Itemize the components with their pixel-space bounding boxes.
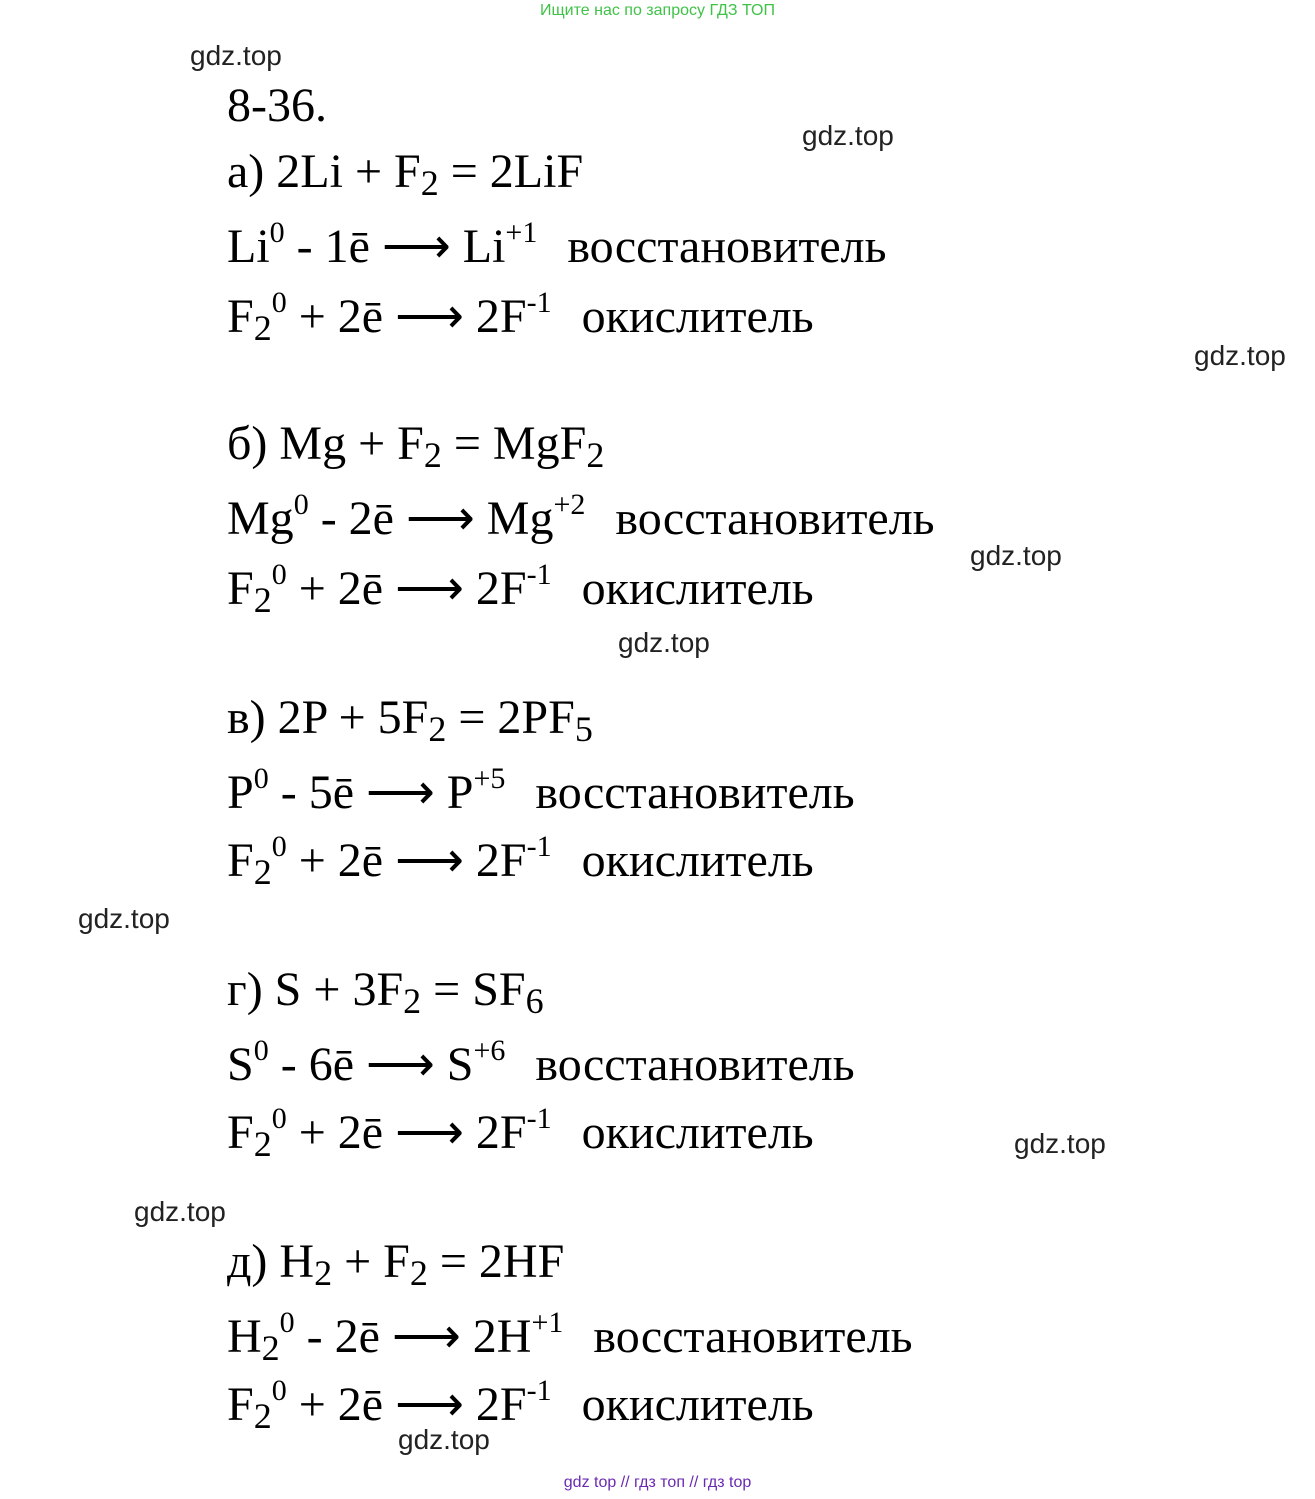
species: H bbox=[227, 1310, 262, 1363]
half-reaction-reducer-b bbox=[227, 490, 935, 543]
problem-number: 8-36. bbox=[227, 79, 327, 132]
species: Mg bbox=[227, 492, 294, 545]
watermark: gdz.top bbox=[78, 903, 170, 934]
reducer-label: восстановитель bbox=[615, 492, 935, 545]
species: F bbox=[227, 834, 254, 887]
watermark: gdz.top bbox=[190, 40, 282, 71]
eq-part: = 2LiF bbox=[438, 145, 584, 198]
section-label: д) bbox=[227, 1235, 268, 1288]
oxidation-state: 0 bbox=[271, 558, 287, 591]
subscript: 2 bbox=[253, 580, 272, 620]
watermark: gdz.top bbox=[970, 540, 1062, 571]
watermark: gdz.top bbox=[398, 1424, 490, 1455]
oxidation-state: +1 bbox=[505, 216, 538, 249]
half-reaction-reducer-d bbox=[227, 1308, 913, 1366]
eq-sub: 2 bbox=[420, 163, 439, 203]
oxidation-state: -1 bbox=[526, 1374, 552, 1407]
oxidation-state: -1 bbox=[526, 558, 552, 591]
oxidation-state: +5 bbox=[473, 762, 506, 795]
oxidation-state: 0 bbox=[253, 1034, 269, 1067]
oxidation-state: -1 bbox=[526, 830, 552, 863]
species: - 2ē ⟶ 2H bbox=[294, 1310, 532, 1363]
oxidizer-label: окислитель bbox=[581, 290, 814, 343]
footer-links[interactable]: gdz top // гдз топ // гдз top bbox=[563, 1474, 752, 1491]
oxidation-state: 0 bbox=[269, 216, 285, 249]
eq-sub: 2 bbox=[428, 709, 447, 749]
species: - 5ē ⟶ P bbox=[268, 766, 474, 819]
equation-g bbox=[227, 963, 544, 1021]
watermark: gdz.top bbox=[618, 627, 710, 658]
half-reaction-oxidizer-a bbox=[227, 288, 814, 346]
subscript: 2 bbox=[261, 1328, 280, 1368]
eq-sub: 2 bbox=[423, 435, 442, 475]
oxidation-state: 0 bbox=[271, 286, 287, 319]
equation-v bbox=[227, 691, 593, 749]
eq-part: Mg + F bbox=[279, 417, 424, 470]
half-reaction-reducer-a bbox=[227, 218, 887, 271]
oxidation-state: -1 bbox=[526, 1102, 552, 1135]
reducer-label: восстановитель bbox=[567, 220, 887, 273]
eq-part: 2P + 5F bbox=[277, 691, 429, 744]
species: - 6ē ⟶ S bbox=[268, 1038, 474, 1091]
eq-sub: 6 bbox=[525, 981, 544, 1021]
oxidation-state: +6 bbox=[473, 1034, 506, 1067]
eq-part: + F bbox=[332, 1235, 410, 1288]
reducer-label: восстановитель bbox=[535, 766, 855, 819]
half-reaction-oxidizer-b bbox=[227, 560, 814, 618]
reducer-label: восстановитель bbox=[535, 1038, 855, 1091]
eq-sub: 5 bbox=[574, 709, 593, 749]
eq-part: = 2PF bbox=[446, 691, 575, 744]
species: S bbox=[227, 1038, 254, 1091]
subscript: 2 bbox=[253, 308, 272, 348]
top-banner[interactable]: Ищите нас по запросу ГДЗ ТОП bbox=[540, 2, 775, 19]
eq-part: = 2HF bbox=[427, 1235, 565, 1288]
species: F bbox=[227, 1106, 254, 1159]
oxidizer-label: окислитель bbox=[581, 1106, 814, 1159]
equation-a bbox=[227, 145, 584, 203]
half-reaction-oxidizer-g bbox=[227, 1104, 814, 1162]
subscript: 2 bbox=[253, 1396, 272, 1436]
watermark: gdz.top bbox=[1194, 340, 1286, 371]
equation-d bbox=[227, 1235, 565, 1293]
eq-part: = SF bbox=[421, 963, 526, 1016]
reducer-label: восстановитель bbox=[593, 1310, 913, 1363]
species: F bbox=[227, 562, 254, 615]
species: + 2ē ⟶ 2F bbox=[286, 834, 527, 887]
watermark: gdz.top bbox=[134, 1196, 226, 1227]
species: + 2ē ⟶ 2F bbox=[286, 562, 527, 615]
eq-part: S + 3F bbox=[274, 963, 404, 1016]
eq-part: 2Li + F bbox=[276, 145, 421, 198]
oxidation-state: +1 bbox=[531, 1306, 564, 1339]
oxidizer-label: окислитель bbox=[581, 834, 814, 887]
eq-sub: 2 bbox=[403, 981, 422, 1021]
eq-sub: 2 bbox=[586, 435, 605, 475]
oxidizer-label: окислитель bbox=[581, 1378, 814, 1431]
half-reaction-oxidizer-d bbox=[227, 1376, 814, 1434]
species: Li bbox=[227, 220, 270, 273]
oxidation-state: 0 bbox=[271, 1374, 287, 1407]
oxidation-state: 0 bbox=[271, 1102, 287, 1135]
species: + 2ē ⟶ 2F bbox=[286, 1378, 527, 1431]
species: + 2ē ⟶ 2F bbox=[286, 290, 527, 343]
half-reaction-reducer-g bbox=[227, 1036, 855, 1089]
species: F bbox=[227, 290, 254, 343]
eq-sub: 2 bbox=[314, 1253, 333, 1293]
eq-part: = MgF bbox=[441, 417, 587, 470]
equation-b bbox=[227, 417, 605, 475]
eq-part: H bbox=[279, 1235, 315, 1288]
eq-sub: 2 bbox=[409, 1253, 428, 1293]
oxidation-state: 0 bbox=[271, 830, 287, 863]
oxidation-state: 0 bbox=[253, 762, 269, 795]
species: - 2ē ⟶ Mg bbox=[308, 492, 554, 545]
section-label: б) bbox=[227, 417, 268, 470]
watermark: gdz.top bbox=[1014, 1128, 1106, 1159]
watermark: gdz.top bbox=[802, 120, 894, 151]
oxidizer-label: окислитель bbox=[581, 562, 814, 615]
oxidation-state: -1 bbox=[526, 286, 552, 319]
half-reaction-oxidizer-v bbox=[227, 832, 814, 890]
oxidation-state: 0 bbox=[279, 1306, 295, 1339]
species: + 2ē ⟶ 2F bbox=[286, 1106, 527, 1159]
section-label: а) bbox=[227, 145, 265, 198]
oxidation-state: +2 bbox=[553, 488, 586, 521]
half-reaction-reducer-v bbox=[227, 764, 855, 817]
subscript: 2 bbox=[253, 852, 272, 892]
oxidation-state: 0 bbox=[293, 488, 309, 521]
species: P bbox=[227, 766, 254, 819]
section-label: г) bbox=[227, 963, 263, 1016]
section-label: в) bbox=[227, 691, 266, 744]
species: F bbox=[227, 1378, 254, 1431]
species: - 1ē ⟶ Li bbox=[284, 220, 506, 273]
subscript: 2 bbox=[253, 1124, 272, 1164]
